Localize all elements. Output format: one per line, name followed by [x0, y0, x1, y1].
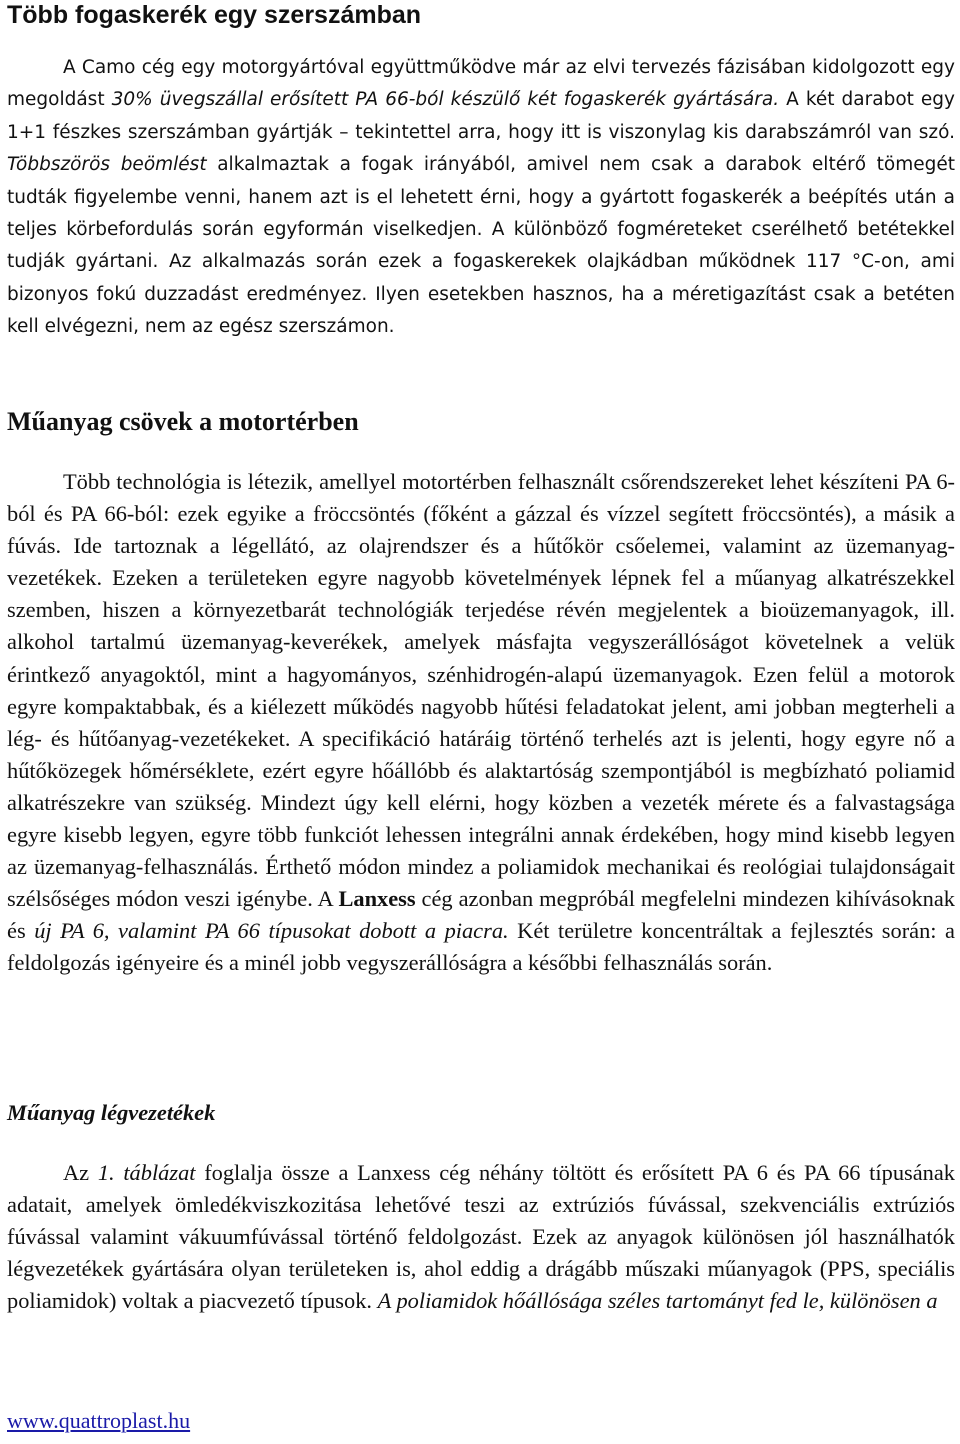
paragraph-pipes-text — [7, 466, 955, 980]
emphasis-span: A poliamidok hőállósága széles tartományt fed le, különösen a — [377, 1288, 938, 1314]
footer-website-link[interactable]: www.quattroplast.hu — [7, 1408, 191, 1433]
paragraph-gears-text — [7, 52, 955, 344]
text-span: A Camo cég egy motorgyártóval együttműködve már az elvi tervezés fázisában kidolgozott egy megoldást — [7, 57, 955, 111]
text-span: Az — [63, 1160, 98, 1185]
paragraph-pipes — [7, 466, 955, 980]
emphasis-span: 30% üvegszállal erősített PA 66-ból készülő két fogaskerék gyártására. — [111, 89, 780, 111]
text-span: Két területre koncentráltak a fejlesztés során: a feldolgozás igényeire és a minél jobb vegyszerállóságra a későbbi felhasználás során. — [7, 918, 955, 976]
bold-span: Lanxess — [338, 886, 416, 912]
text-span: Több technológia is létezik, amellyel motortérben felhasznált csőrendszereket lehet készíteni PA 6-ból és PA 66-ból: ezek egyike a fröccsöntés (főként a gázzal és vízzel segített fröccsöntés), a másik a fúvás. Ide tartoznak a légellátó, az olajrendszer és a hűtőkör csőelemei, valamint az üzemanyag-vezetékek. Ezeken a területeken egyre nagyobb követelmények lépnek fel a műanyag alkatrészekkel szemben, hiszen a környezetbarát technológiák terjedése révén megjelentek a bioüzemanyagok, ill. alkohol tartalmú üzemanyag-keverékek, amelyek másfajta vegyszerállóságot követelnek a velük érintkező anyagoktól, mint a hagyományos, szénhidrogén-alapú üzemanyagok. Ezen felül a motorok egyre kompaktabbak, és a kiélezett működés nagyobb hűtési feladatokat jelent, ami jobban megterheli a lég- és hűtőanyag-vezetékeket. A specifikáció határáig történő terhelés azt is jelenti, hogy egyre nő a hűtőközegek hőmérséklete, ezért egyre hőállóbb és alaktartóság szempontjából is megbízható poliamid alkatrészekre van szükség. Mindezt úgy kell elérni, hogy közben a vezeték mérete és a falvastagsága egyre kisebb legyen, egyre több funkciót lehessen integrálni annak érdekében, hogy mind kisebb legyen az üzemanyag-felhasználás. Érthető módon mindez a poliamidok mechanikai és reológiai tulajdonságait szélsőséges módon veszi igénybe. A — [7, 469, 955, 912]
section-title-pipes: Műanyag csövek a motortérben — [7, 407, 359, 436]
paragraph-gears — [7, 52, 955, 344]
paragraph-air-ducts-text — [7, 1157, 955, 1317]
emphasis-span: új PA 6, valamint PA 66 típusokat dobott a piacra. — [34, 918, 509, 944]
paragraph-air-ducts — [7, 1157, 955, 1317]
section-title-gears: Több fogaskerék egy szerszámban — [7, 1, 422, 29]
section-title-air-ducts: Műanyag légvezetékek — [7, 1100, 216, 1125]
table-reference: 1. táblázat — [97, 1160, 196, 1185]
text-span: foglalja össze a Lanxess cég néhány töltött és erősített PA 6 és PA 66 típusának adatait, amelyek ömledékviszkozitása lehetővé teszi az extrúziós fúvással, szekvenciális extrúziós fúvással valamint vákuumfúvással történő feldolgozást. Ezek az anyagok különösen jól használhatók légvezetékek gyártására olyan területeken is, ahol eddig a drágább műszaki műanyagok (PPS, speciális poliamidok) voltak a piacvezető típusok. — [7, 1160, 955, 1314]
text-span: A két darabot egy 1+1 fészkes szerszámban gyártják – tekintettel arra, hogy itt is viszonylag kis darabszámról van szó. — [7, 89, 955, 143]
text-span: cég azonban megpróbál megfelelni mindezen kihívásoknak és — [7, 886, 955, 944]
text-span: alkalmaztak a fogak irányából, amivel nem csak a darabok eltérő tömegét tudták figyelembe venni, hanem azt is el lehetett érni, hogy a gyártott fogaskerék a beépítés után a teljes körbefordulás során egyformán viselkedjen. A különböző fogméreteket cserélhető betétekkel tudják gyártani. Az alkalmazás során ezek a fogaskerekek olajkádban működnek 117 °C-on, ami bizonyos fokú duzzadást eredményez. Ilyen esetekben hasznos, ha a méretigazítást csak a betéten kell elvégezni, nem az egész szerszámon. — [7, 154, 956, 338]
emphasis-span: Többszörös beömlést — [7, 154, 207, 176]
